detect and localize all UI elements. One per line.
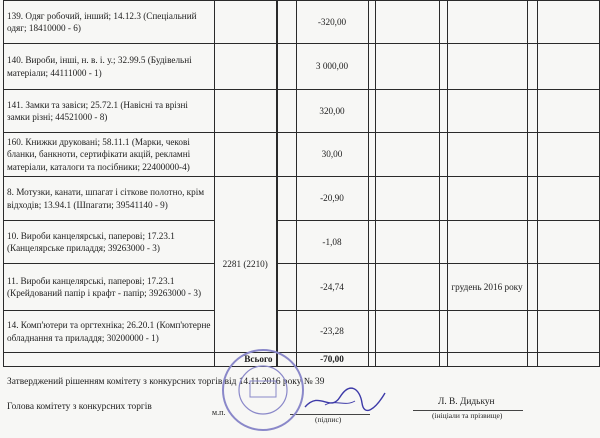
item-description: 139. Одяг робочий, інший; 14.12.3 (Спеціальний одяг; 18410000 - 6) — [4, 1, 215, 44]
committee-head-label: Голова комітету з конкурсних торгів — [7, 402, 152, 412]
item-amount: -1,08 — [296, 221, 368, 264]
signature-caption: (підпис) — [315, 415, 342, 424]
item-description: 8. Мотузки, канати, шпагат і сіткове полотно, крім відходів; 13.94.1 (Шпагати; 39541140 - 9) — [4, 177, 215, 221]
kekv-code: 2281 (2210) — [215, 177, 277, 353]
signer-name: Л. В. Дидькун — [438, 397, 495, 407]
item-description: 10. Вироби канцелярські, паперові; 17.23.1 (Канцелярське приладдя; 39263000 - 3) — [4, 221, 215, 264]
total-label: Всього — [215, 353, 277, 367]
item-amount: 3 000,00 — [296, 44, 368, 90]
procurement-plan-table — [3, 0, 600, 367]
item-amount: -23,28 — [296, 311, 368, 353]
handwritten-signature — [300, 385, 390, 415]
table-row — [4, 221, 600, 264]
item-description: 14. Комп'ютери та оргтехніка; 26.20.1 (Комп'ютерне обладнання та приладдя; 30200000 - 1) — [4, 311, 215, 353]
total-amount: -70,00 — [296, 353, 368, 367]
procurement-period: грудень 2016 року — [447, 264, 527, 311]
item-amount: -20,90 — [296, 177, 368, 221]
item-description: 140. Вироби, інші, н. в. і. у.; 32.99.5 (Будівельні матеріали; 44111000 - 1) — [4, 44, 215, 90]
table-row — [4, 133, 600, 177]
item-amount: 320,00 — [296, 90, 368, 133]
item-amount: -320,00 — [296, 1, 368, 44]
seal-place-label: м.п. — [212, 408, 226, 417]
table-row — [4, 1, 600, 44]
table-row — [4, 264, 600, 311]
approval-note: Затверджений рішенням комітету з конкурсних торгів від 14.11.2016 року № 39 — [7, 377, 325, 387]
table-row — [4, 90, 600, 133]
table-row — [4, 44, 600, 90]
official-seal-stamp — [218, 345, 308, 435]
item-description: 11. Вироби канцелярські, паперові; 17.23.1 (Крейдований папір і крафт - папір; 39263000 - 3) — [4, 264, 215, 311]
item-description: 141. Замки та завіси; 25.72.1 (Навісні та врізні замки різні; 44521000 - 8) — [4, 90, 215, 133]
item-amount: -24,74 — [296, 264, 368, 311]
name-caption: (ініціали та прізвище) — [432, 411, 503, 420]
item-description: 160. Книжки друковані; 58.11.1 (Марки, чекові бланки, банкноти, сертифікати акцій, рекламні матеріали, каталоги та посібники; 22400000-4) — [4, 133, 215, 177]
table-row — [4, 177, 600, 221]
item-amount: 30,00 — [296, 133, 368, 177]
